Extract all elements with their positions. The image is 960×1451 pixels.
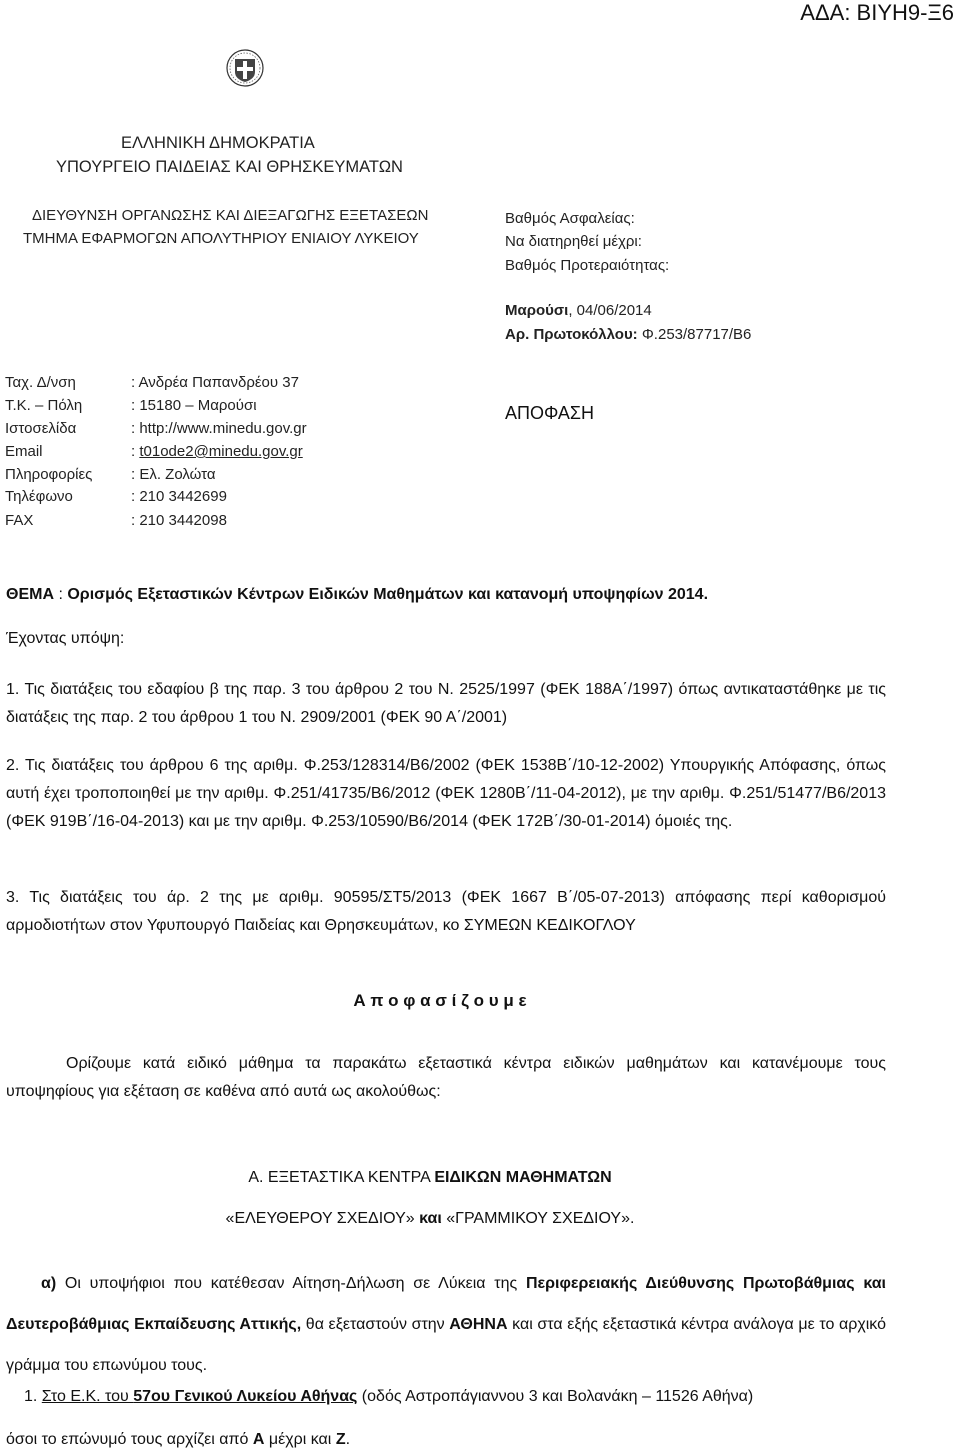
- contact-value: : Ανδρέα Παπανδρέου 37: [131, 374, 299, 391]
- decide-heading: Α π ο φ α σ ί ζ ο υ μ ε: [353, 991, 527, 1010]
- security-level: Βαθμός Ασφαλείας:: [505, 210, 635, 227]
- protocol-number: [505, 326, 751, 343]
- section-a-linear: «ΓΡΑΜΜΙΚΟΥ ΣΧΕΔΙΟΥ».: [441, 1210, 635, 1227]
- subject-label: ΘΕΜΑ: [6, 586, 54, 603]
- contact-label: Τ.Κ. – Πόλη: [5, 397, 83, 414]
- paragraph-a-city: ΑΘΗΝΑ: [449, 1316, 508, 1333]
- place-date: [505, 302, 652, 319]
- ada-code: ΑΔΑ: ΒΙΥΗ9-Ξ6: [800, 0, 954, 25]
- contact-label: FAX: [5, 512, 34, 529]
- section-a-subtitle: [0, 1210, 910, 1228]
- greek-emblem-icon: [225, 48, 265, 88]
- item-at: Στο Ε.Κ. του: [41, 1388, 134, 1405]
- range-to: Ζ: [335, 1431, 346, 1448]
- range-text-b: μέχρι και: [264, 1431, 336, 1448]
- paragraph-a: [6, 1263, 886, 1386]
- item-number: 1.: [24, 1388, 42, 1405]
- contact-value: : 15180 – Μαρούσι: [131, 397, 257, 414]
- contact-label: Email: [5, 443, 43, 460]
- range-from: Α: [252, 1431, 265, 1448]
- ministry-title: ΥΠΟΥΡΓΕΙΟ ΠΑΙΔΕΙΑΣ ΚΑΙ ΘΡΗΣΚΕΥΜΑΤΩΝ: [56, 158, 403, 176]
- subject-text: Ορισμός Εξεταστικών Κέντρων Ειδικών Μαθημάτων και κατανομή υποψηφίων 2014.: [67, 586, 709, 603]
- contact-email: [131, 443, 303, 460]
- subject-line: [6, 586, 708, 604]
- paragraph-a-text3: και στα εξής εξεταστικά κέντρα ανάλογα με το αρχικό γράμμα του επωνύμου τους.: [6, 1316, 886, 1374]
- item-address: (οδός Αστροπάγιαννου 3 και Βολανάκη – 11526 Αθήνα): [357, 1388, 754, 1405]
- consideration-3: 3. Τις διατάξεις του άρ. 2 της με αριθμ. 90595/ΣΤ5/2013 (ΦΕΚ 1667 Β΄/05-07-2013) απόφασης περί καθορισμού αρμοδιοτήτων στον Υφυπουργό Παιδείας και Θρησκευμάτων, κο ΣΥΜΕΩΝ ΚΕΔΙΚΟΓΛΟΥ: [6, 889, 886, 934]
- place: Μαρούσι: [505, 302, 569, 319]
- consideration-1: 1. Τις διατάξεις του εδαφίου β της παρ. 3 του άρθρου 2 του Ν. 2525/1997 (ΦΕΚ 188Α΄/1997) όπως αντικαταστάθηκε με τις διατάξεις της παρ. 2 του άρθρου 1 του Ν. 2909/2001 (ΦΕΚ 90 Α΄/2001): [6, 681, 886, 726]
- paragraph-a-directorate: Περιφερειακής Διεύθυνσης Πρωτοβάθμιας και Δευτεροβάθμιας Εκπαίδευσης Αττικής,: [6, 1275, 887, 1333]
- section-a-bold: ΕΙΔΙΚΩΝ ΜΑΘΗΜΑΤΩΝ: [434, 1169, 612, 1186]
- contact-value: : http://www.minedu.gov.gr: [131, 420, 307, 437]
- protocol-label: Αρ. Πρωτοκόλλου:: [505, 326, 638, 343]
- republic-title: ΕΛΛΗΝΙΚΗ ΔΗΜΟΚΡΑΤΙΑ: [121, 134, 315, 152]
- retain-until: Να διατηρηθεί μέχρι:: [505, 233, 642, 250]
- email-link[interactable]: t01ode2@minedu.gov.gr: [139, 443, 303, 460]
- contact-value: : 210 3442098: [131, 512, 227, 529]
- directorate-title: ΔΙΕΥΘΥΝΣΗ ΟΡΓΑΝΩΣΗΣ ΚΑΙ ΔΙΕΞΑΓΩΓΗΣ ΕΞΕΤΑΣΕΩΝ: [32, 207, 429, 224]
- contact-value: : 210 3442699: [131, 488, 227, 505]
- contact-label: Ιστοσελίδα: [5, 420, 77, 437]
- priority-level: Βαθμός Προτεραιότητας:: [505, 257, 670, 274]
- section-a-free: «ΕΛΕΥΘΕΡΟΥ ΣΧΕΔΙΟΥ»: [225, 1210, 420, 1227]
- range-end: .: [345, 1431, 351, 1448]
- section-a-prefix: Α. ΕΞΕΤΑΣΤΙΚΑ ΚΕΝΤΡΑ: [248, 1169, 435, 1186]
- contact-value: :: [131, 443, 140, 460]
- section-a-title: [0, 1169, 910, 1187]
- paragraph-a-text1: Οι υποψήφιοι που κατέθεσαν Αίτηση-Δήλωση σε Λύκεια της: [56, 1275, 526, 1292]
- paragraph-a-text2: θα εξεταστούν στην: [301, 1316, 450, 1333]
- intro-paragraph: Ορίζουμε κατά ειδικό μάθημα τα παρακάτω εξεταστικά κέντρα ειδικών μαθημάτων και κατανέμουμε τους υποψηφίους για εξέταση σε καθένα από αυτά ως ακολούθως:: [6, 1055, 886, 1100]
- exam-center-1: [24, 1388, 753, 1406]
- department-title: ΤΜΗΜΑ ΕΦΑΡΜΟΓΩΝ ΑΠΟΛΥΤΗΡΙΟΥ ΕΝΙΑΙΟΥ ΛΥΚΕΙΟΥ: [23, 230, 419, 247]
- consideration-2: 2. Τις διατάξεις του άρθρου 6 της αριθμ. Φ.253/128314/Β6/2002 (ΦΕΚ 1538Β΄/10-12-2002) Υπουργικής Απόφασης, όπως αυτή έχει τροποποιηθεί με την αριθμ. Φ.251/41735/Β6/2012 (ΦΕΚ 1280Β΄/11-04-2012), με την αριθμ. Φ.251/51477/Β6/2013 (ΦΕΚ 919Β΄/16-04-2013) και με την αριθμ. Φ.253/10590/Β6/2014 (ΦΕΚ 172Β΄/30-01-2014) όμοιές της.: [6, 757, 886, 830]
- section-a-and: και: [419, 1210, 442, 1227]
- range-text-a: όσοι το επώνυμό τους αρχίζει από: [6, 1431, 253, 1448]
- item-school: 57ου Γενικού Λυκείου Αθήνας: [133, 1388, 358, 1405]
- protocol-value: Φ.253/87717/Β6: [637, 326, 752, 343]
- considering-heading: Έχοντας υπόψη:: [6, 630, 125, 647]
- date: , 04/06/2014: [568, 302, 652, 319]
- exam-center-1-range: [6, 1431, 350, 1449]
- paragraph-a-label: α): [41, 1275, 57, 1292]
- contact-label: Ταχ. Δ/νση: [5, 374, 76, 391]
- subject-separator: :: [54, 586, 68, 603]
- decision-title: ΑΠΟΦΑΣΗ: [505, 403, 594, 423]
- contact-value: : Ελ. Ζολώτα: [131, 466, 216, 483]
- contact-label: Πληροφορίες: [5, 466, 93, 483]
- contact-label: Τηλέφωνο: [5, 488, 73, 505]
